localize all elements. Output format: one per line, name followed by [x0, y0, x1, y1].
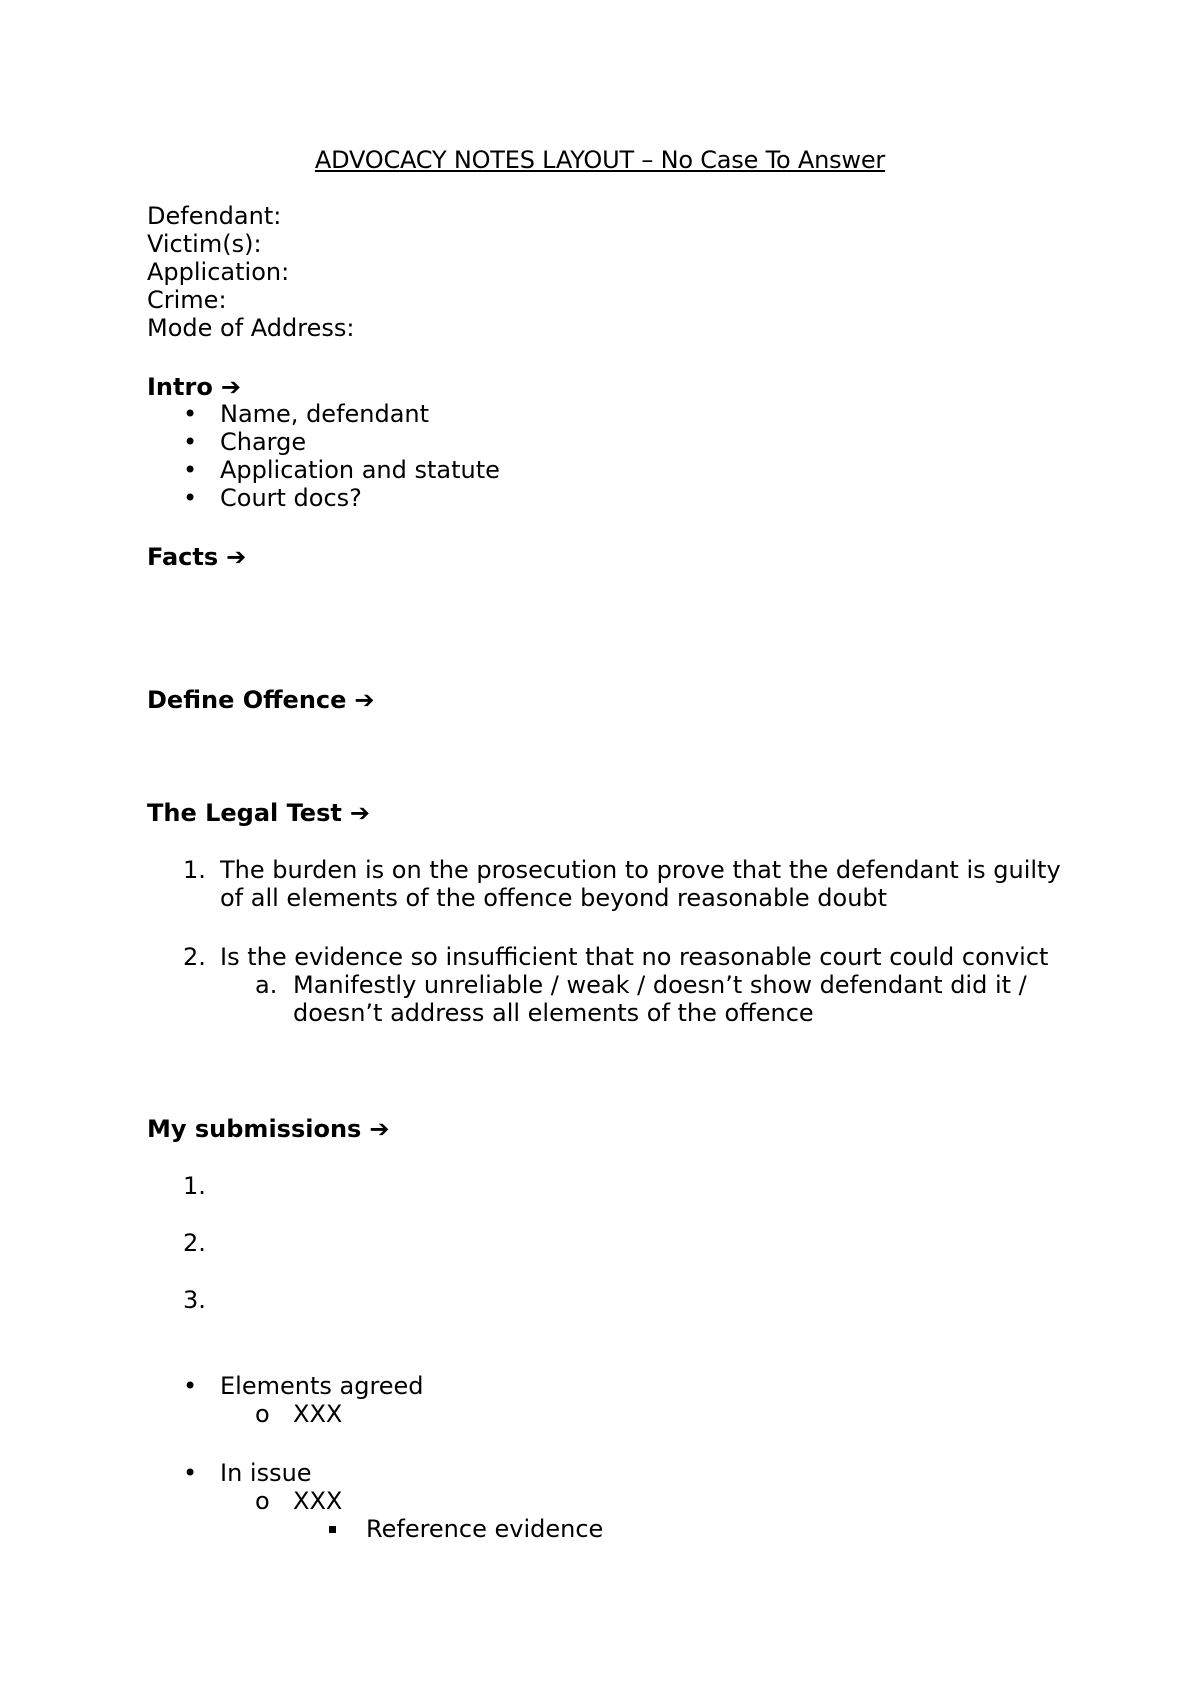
list-item: [147, 484, 500, 512]
intro-list: [147, 400, 500, 512]
intro-heading-label: Intro: [147, 373, 213, 401]
list-item: [147, 943, 1077, 971]
elements-agreed-label: Elements agreed: [220, 1372, 424, 1400]
bullet-icon: •: [183, 1372, 198, 1400]
legal-test-text: Is the evidence so insufficient that no reasonable court could convict: [220, 943, 1049, 971]
square-bullet-icon: [329, 1526, 336, 1533]
in-issue-list: [147, 1459, 603, 1543]
list-number: 2.: [183, 1229, 206, 1257]
list-letter: a.: [255, 971, 278, 999]
field-application: Application:: [147, 258, 290, 286]
list-item: [147, 456, 500, 484]
facts-heading: [147, 543, 246, 571]
intro-item-label: Charge: [220, 428, 307, 456]
intro-item-label: Application and statute: [220, 456, 500, 484]
arrow-right-icon: ➔: [354, 686, 375, 714]
arrow-right-icon: ➔: [369, 1115, 390, 1143]
document-title: ADVOCACY NOTES LAYOUT – No Case To Answer: [314, 146, 886, 174]
list-item: [147, 1459, 603, 1487]
list-item: [147, 1515, 603, 1543]
circle-bullet-icon: o: [255, 1487, 270, 1515]
list-item: [147, 1372, 424, 1400]
define-offence-heading: [147, 686, 375, 714]
list-item: [147, 1400, 424, 1428]
submissions-heading: [147, 1115, 389, 1143]
in-issue-label: In issue: [220, 1459, 312, 1487]
arrow-right-icon: ➔: [349, 799, 370, 827]
arrow-right-icon: ➔: [226, 543, 247, 571]
facts-heading-label: Facts: [147, 543, 219, 571]
list-item: [147, 971, 1077, 1027]
in-issue-sub: XXX: [293, 1487, 343, 1515]
legal-test-item-2: [147, 943, 1077, 1027]
legal-test-heading: [147, 799, 370, 827]
arrow-right-icon: ➔: [220, 373, 241, 401]
intro-heading: [147, 373, 241, 401]
list-number: 3.: [183, 1286, 206, 1314]
elements-agreed-list: [147, 1372, 424, 1428]
define-offence-heading-label: Define Offence: [147, 686, 347, 714]
field-crime: Crime:: [147, 286, 227, 314]
bullet-icon: •: [183, 400, 198, 428]
legal-test-heading-label: The Legal Test: [147, 799, 342, 827]
list-item: [147, 428, 500, 456]
list-item: [147, 1487, 603, 1515]
list-number: 2.: [183, 943, 206, 971]
bullet-icon: •: [183, 1459, 198, 1487]
legal-test-item-1: [147, 856, 1077, 912]
bullet-icon: •: [183, 428, 198, 456]
list-number: 1.: [183, 1172, 206, 1200]
circle-bullet-icon: o: [255, 1400, 270, 1428]
bullet-icon: •: [183, 484, 198, 512]
field-victims: Victim(s):: [147, 230, 262, 258]
intro-item-label: Court docs?: [220, 484, 362, 512]
legal-test-subtext: Manifestly unreliable / weak / doesn’t show defendant did it / doesn’t address all elements of the offence: [293, 971, 1027, 1027]
in-issue-subsub: Reference evidence: [366, 1515, 604, 1543]
intro-item-label: Name, defendant: [220, 400, 430, 428]
list-number: 1.: [183, 856, 206, 884]
legal-test-text: The burden is on the prosecution to prove that the defendant is guilty of all elements of the offence beyond reasonable doubt: [220, 856, 1061, 912]
submissions-heading-label: My submissions: [147, 1115, 362, 1143]
field-defendant: Defendant:: [147, 202, 282, 230]
list-item: [147, 400, 500, 428]
field-mode-of-address: Mode of Address:: [147, 314, 355, 342]
list-item: [147, 856, 1077, 912]
bullet-icon: •: [183, 456, 198, 484]
elements-agreed-sub: XXX: [293, 1400, 343, 1428]
case-fields: [147, 202, 354, 342]
